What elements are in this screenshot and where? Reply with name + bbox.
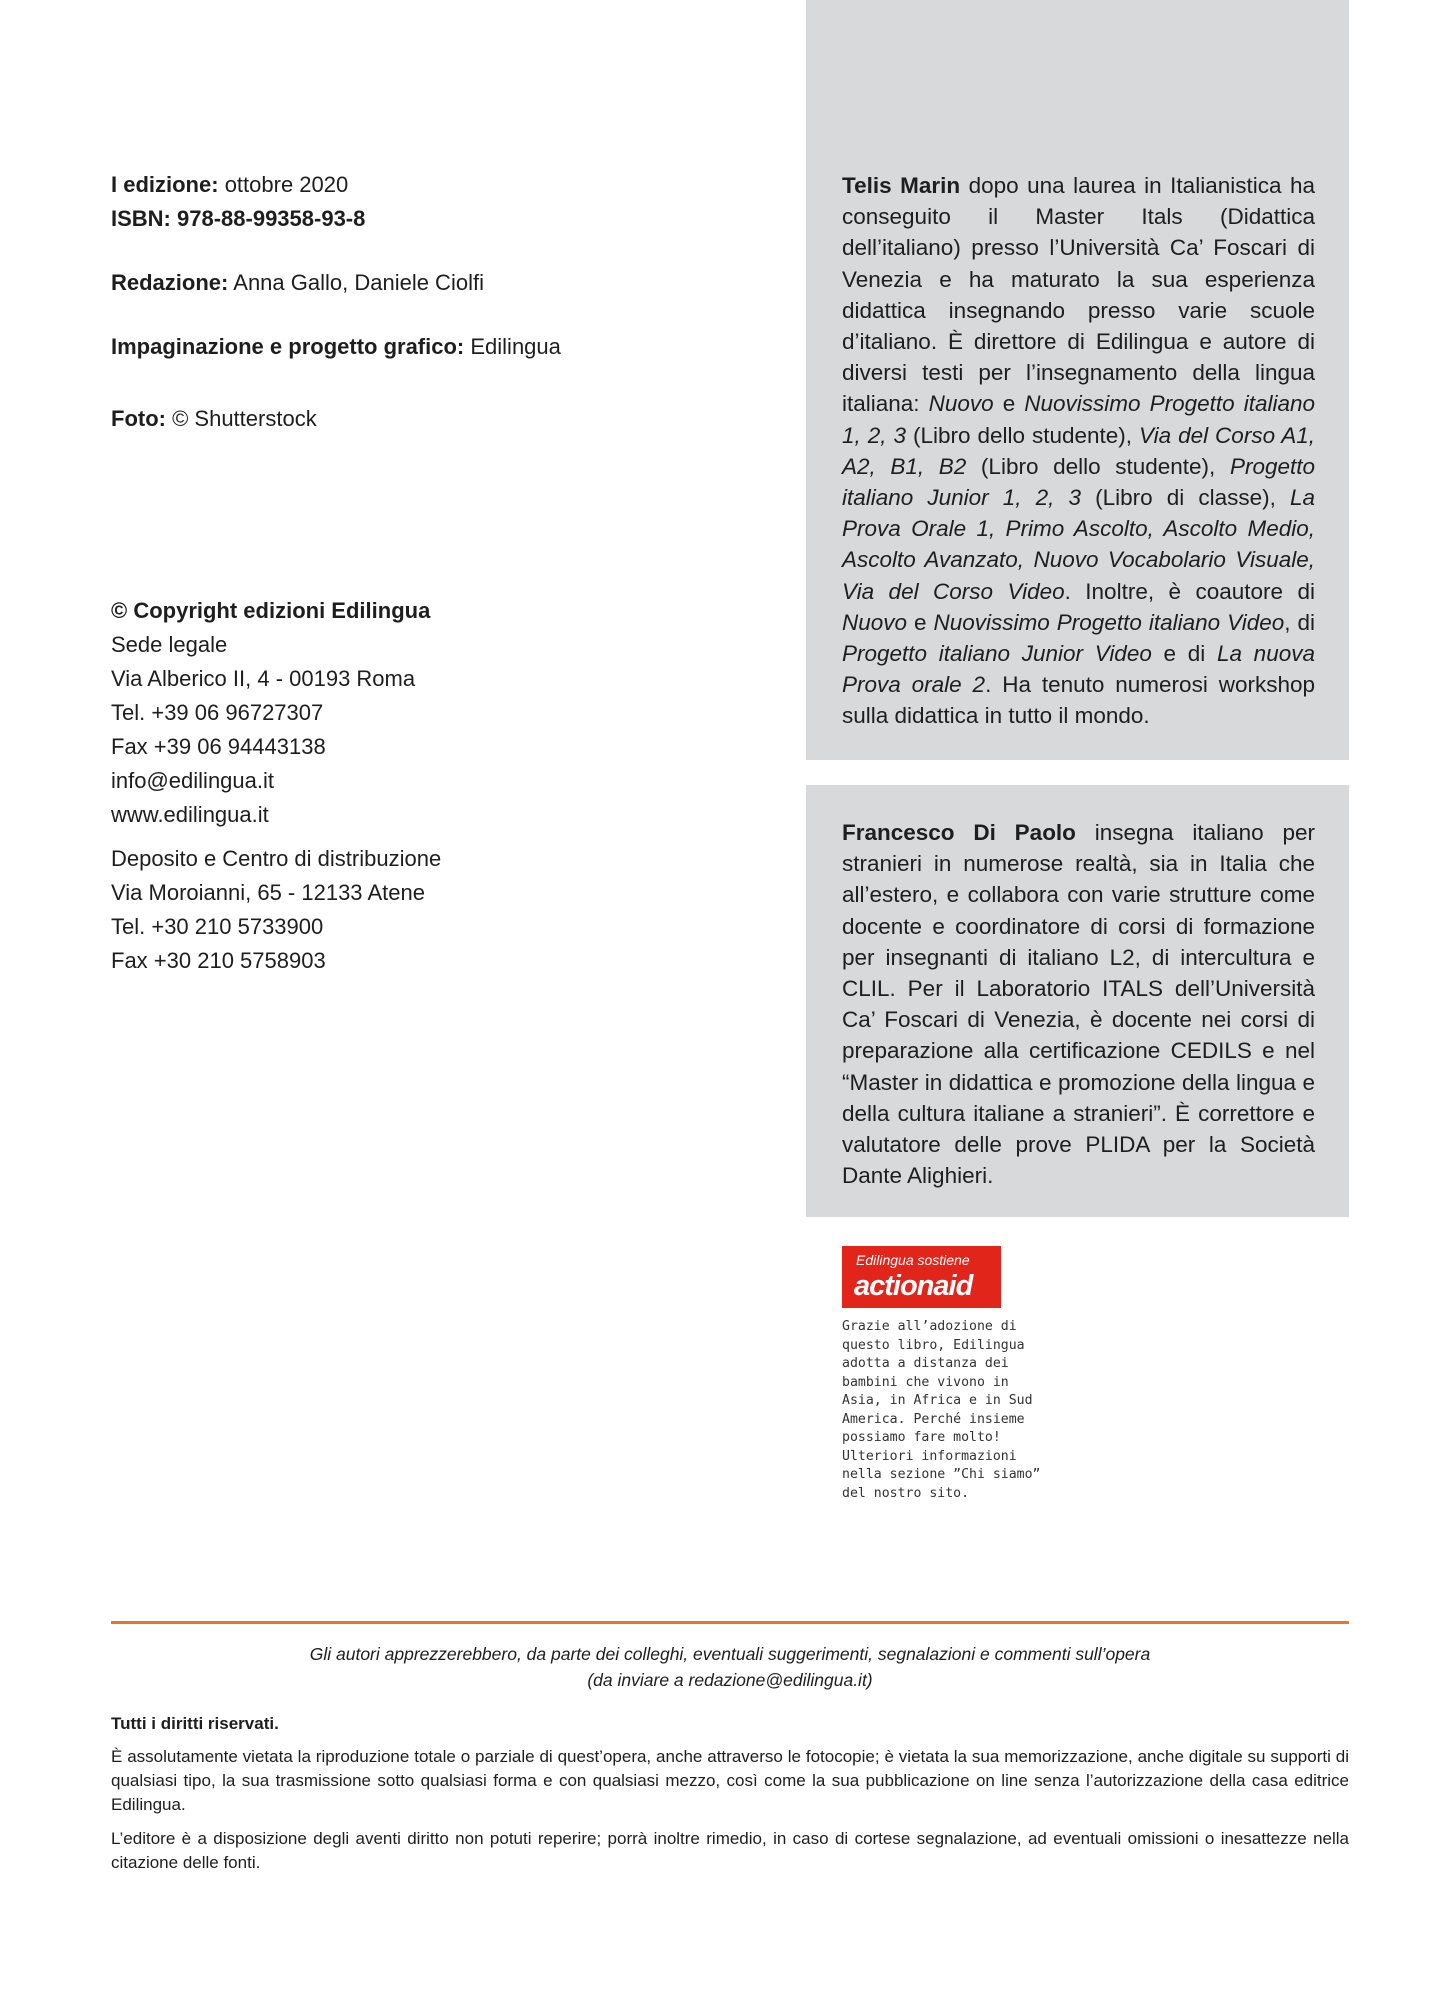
bio-marin-i2: Nuovissimo Progetto italiano 1, 2, 3 [842,391,1315,448]
bio-marin-t2: e [993,391,1025,417]
actionaid-logo [842,1246,1001,1308]
imprint-column [111,168,671,978]
website-link[interactable]: www.edilingua.it [111,802,269,827]
bio-panel-dipaolo [806,785,1349,1217]
sede-legale-fax: Fax +39 06 94443138 [111,734,326,759]
impaginazione-label: Impaginazione e progetto grafico: [111,334,465,359]
impaginazione-line [111,330,671,364]
redazione-line [111,266,671,300]
footer-note [111,1641,1349,1693]
bio-marin-t4: (Libro dello studente), [966,453,1230,479]
bio-panel-marin [806,0,1349,760]
footer-divider [111,1621,1349,1624]
bio-marin-i9: La nuova Prova orale 2 [842,641,1315,698]
actionaid-caption: Grazie all’adozione di questo libro, Edilingua adotta a distanza dei bambini che vivono in Asia, in Africa e in Sud America. Perché insieme possiamo fare molto! Ulteriori informazioni nella sezione ”Chi siamo” del nostro sito. [842,1319,1041,1501]
isbn-text: ISBN: 978-88-99358-93-8 [111,206,366,231]
copyright-heading [111,594,671,628]
bio-marin-i4: Progetto italiano Junior 1, 2, 3 [842,453,1315,511]
bio-text-dipaolo [842,817,1315,1191]
impaginazione-value: Edilingua [470,334,561,359]
rights-paragraph-1: È assolutamente vietata la riproduzione totale o parziale di quest’opera, anche attraverso le fotocopie; è vietata la sua memorizzazione, anche digitale su supporti di qualsiasi tipo, la sua trasmissione sotto qualsiasi forma e con qualsiasi mezzo, così come la sua pubblicazione on line senza l’autorizzazione della casa editrice Edilingua. [111,1747,1349,1814]
bio-marin-t10: . Ha tenuto numerosi workshop sulla didattica in tutto il mondo. [842,672,1315,729]
bio-marin-t8: , di [1284,609,1315,635]
bio-marin-t7: e [907,609,934,635]
bio-dipaolo-body: insegna italiano per stranieri in numerose realtà, sia in Italia che all’estero, e collabora con varie strutture come docente e coordinatore di corsi di formazione per insegnanti di italiano L2, di intercultura e CLIL. Per il Laboratorio ITALS dell’Università Ca’ Foscari di Venezia, è docente nei corsi di preparazione alla certificazione CEDILS e nel “Master in didattica e promozione della lingua e della cultura italiane a stranieri”. È correttore e valutatore delle prove PLIDA per la Società Dante Alighieri. [842,820,1315,1189]
bio-marin-t9: e di [1151,641,1217,667]
bio-marin-i1: Nuovo [928,391,994,417]
bio-marin-t3: (Libro dello studente), [905,422,1139,448]
foto-value: © Shutterstock [172,406,317,431]
footer-note-line2: (da inviare a redazione@edilingua.it) [587,1670,873,1690]
rights-paragraph-2: L’editore è a disposizione degli aventi diritto non potuti reperire; porrà inoltre rimedio, in caso di cortese segnalazione, ad eventuali omissioni o inesattezze nella citazione delle fonti. [111,1829,1349,1872]
footer-note-line1: Gli autori apprezzerebbero, da parte dei colleghi, eventuali suggerimenti, segnalazioni e commenti sull’opera [309,1644,1151,1664]
author-name-dipaolo: Francesco Di Paolo [842,820,1076,845]
deposito-tel: Tel. +30 210 5733900 [111,914,324,939]
foto-label: Foto: [111,406,166,431]
deposito-address: Via Moroianni, 65 - 12133 Atene [111,880,425,905]
author-name-marin: Telis Marin [842,173,961,198]
edition-value: ottobre 2020 [224,172,349,197]
email-link[interactable]: info@edilingua.it [111,768,274,793]
redazione-label: Redazione: [111,270,229,295]
actionaid-logo-top: Edilingua sostiene [856,1252,970,1268]
sede-legale-address: Via Alberico II, 4 - 00193 Roma [111,666,416,691]
copyright-text: © Copyright edizioni Edilingua [111,598,431,623]
rights-title: Tutti i diritti riservati. [111,1714,279,1733]
sede-legale-tel: Tel. +39 06 96727307 [111,700,324,725]
deposito-fax: Fax +30 210 5758903 [111,948,326,973]
bio-marin-i3: Via del Corso A1, A2, B1, B2 [842,422,1315,479]
rights-section [111,1712,1349,1875]
bio-marin-i7: Nuovissimo Progetto italiano Video [933,609,1285,635]
bio-marin-t1: dopo una laurea in Italianistica ha conseguito il Master Itals (Didattica dell’italiano) presso l’Università Ca’ Foscari di Venezia e ha maturato la sua esperienza didattica insegnando presso varie scuole d’italiano. È direttore di Edilingua e autore di diversi testi per l’insegnamento della lingua italiana: [842,173,1315,417]
bio-marin-i5: La Prova Orale 1, Primo Ascolto, Ascolto Medio, Ascolto Avanzato, Nuovo Vocabolario Visuale, Via del Corso Video [842,485,1315,604]
edition-line [111,168,671,202]
bio-text-marin [842,170,1315,732]
foto-line [111,402,671,436]
bio-marin-i8: Progetto italiano Junior Video [842,641,1152,667]
redazione-value: Anna Gallo, Daniele Ciolfi [233,270,484,295]
edition-label: I edizione: [111,172,219,197]
deposito-title: Deposito e Centro di distribuzione [111,846,442,871]
actionaid-logo-main: actionaid [854,1270,973,1302]
bio-marin-i6: Nuovo [842,609,908,635]
bio-marin-t5: (Libro di classe), [1081,485,1290,511]
isbn [111,202,671,236]
sede-legale-title: Sede legale [111,632,228,657]
bio-marin-t6: . Inoltre, è coautore di [1064,578,1315,604]
